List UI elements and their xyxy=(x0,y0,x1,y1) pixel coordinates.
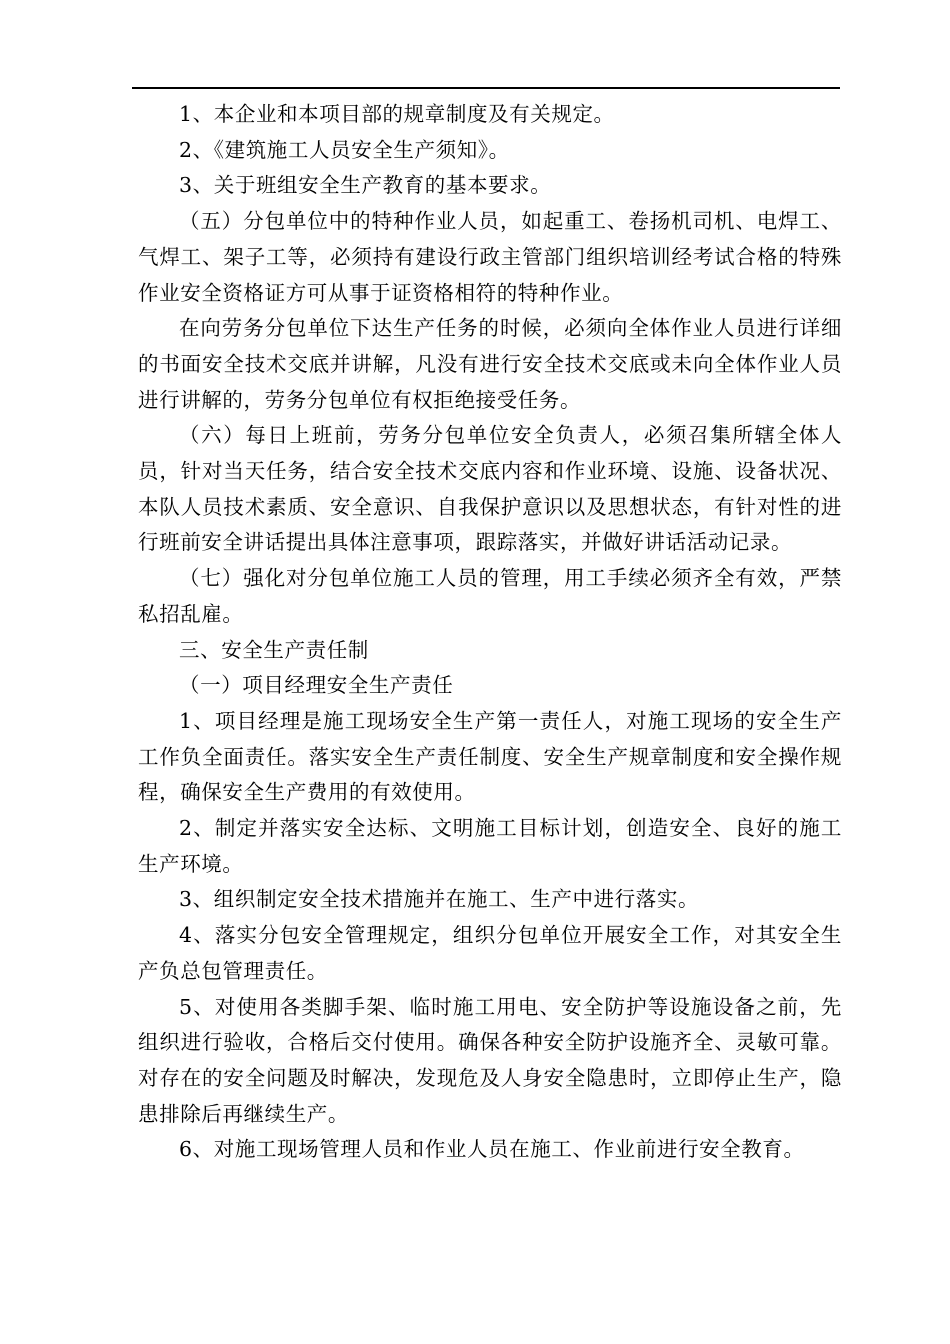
section-heading-responsibility: 三、安全生产责任制 xyxy=(179,637,369,662)
header-rule xyxy=(132,87,840,89)
paragraph-pm-duty-5: 5、对使用各类脚手架、临时施工用电、安全防护等设施设备之前，先组织进行验收，合格后交付使用。确保各种安全防护设施齐全、灵敏可靠。对存在的安全问题及时解决，发现危及人身安全隐患时，立即停止生产，隐患排除后再继续生产。 xyxy=(138,994,842,1126)
paragraph-task-briefing: 在向劳务分包单位下达生产任务的时候，必须向全体作业人员进行详细的书面安全技术交底并讲解，凡没有进行安全技术交底或未向全体作业人员进行讲解的，劳务分包单位有权拒绝接受任务。 xyxy=(138,316,842,412)
subsection-heading-project-manager: （一）项目经理安全生产责任 xyxy=(179,673,454,698)
paragraph-pm-duty-2: 2、制定并落实安全达标、文明施工目标计划，创造安全、良好的施工生产环境。 xyxy=(138,816,842,876)
paragraph-rules-regulations: 1、本企业和本项目部的规章制度及有关规定。 xyxy=(179,102,615,126)
paragraph-team-education: 3、关于班组安全生产教育的基本要求。 xyxy=(179,173,552,198)
paragraph-special-workers: （五）分包单位中的特种作业人员，如起重工、卷扬机司机、电焊工、气焊工、架子工等，必须持有建设行政主管部门组织培训经考试合格的特殊作业安全资格证方可从事于证资格相符的特种作业。 xyxy=(138,209,842,305)
paragraph-pm-duty-6: 6、对施工现场管理人员和作业人员在施工、作业前进行安全教育。 xyxy=(179,1137,805,1162)
paragraph-daily-briefing: （六）每日上班前，劳务分包单位安全负责人，必须召集所辖全体人员，针对当天任务，结合安全技术交底内容和作业环境、设施、设备状况、本队人员技术素质、安全意识、自我保护意识以及思想状态，有针对性的进行班前安全讲话提出具体注意事项，跟踪落实，并做好讲话活动记录。 xyxy=(138,423,842,555)
paragraph-safety-notice: 2、《建筑施工人员安全生产须知》。 xyxy=(179,137,510,162)
paragraph-pm-duty-1: 1、项目经理是施工现场安全生产第一责任人，对施工现场的安全生产工作负全面责任。落实安全生产责任制度、安全生产规章制度和安全操作规程，确保安全生产费用的有效使用。 xyxy=(138,708,842,805)
document-body xyxy=(138,97,842,1168)
paragraph-pm-duty-3: 3、组织制定安全技术措施并在施工、生产中进行落实。 xyxy=(179,887,700,912)
paragraph-pm-duty-4: 4、落实分包安全管理规定，组织分包单位开展安全工作，对其安全生产负总包管理责任。 xyxy=(138,923,842,983)
paragraph-worker-management: （七）强化对分包单位施工人员的管理，用工手续必须齐全有效，严禁私招乱雇。 xyxy=(138,566,842,626)
